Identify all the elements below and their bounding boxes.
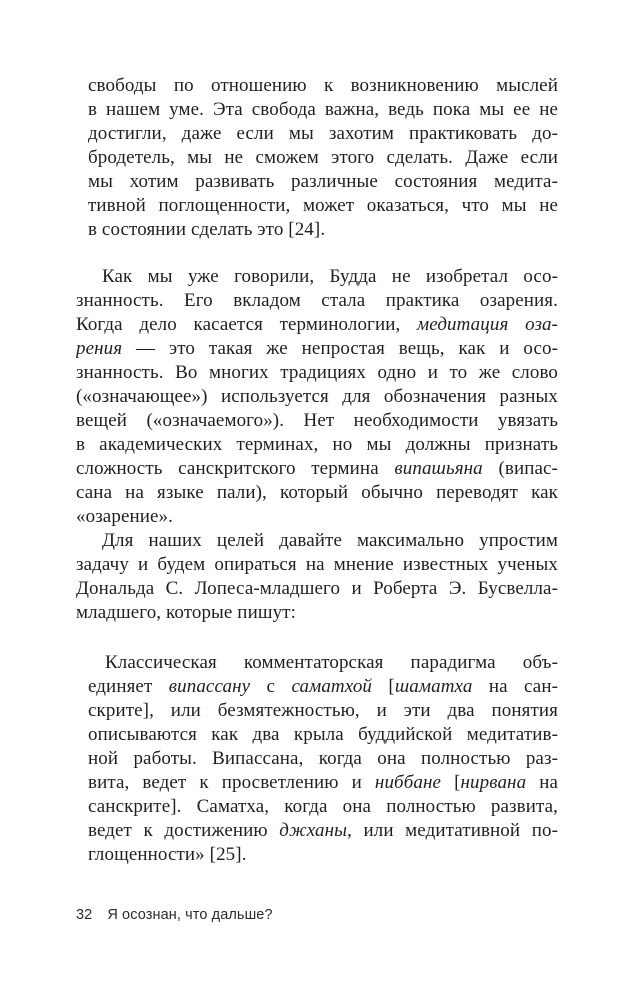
text-segment: (випас- xyxy=(482,458,558,479)
text-segment: санскрите]. Саматха, когда она полностью развита, xyxy=(88,796,558,817)
page-footer xyxy=(76,907,273,923)
text-segment: «озарение». xyxy=(76,506,173,527)
text-segment: с xyxy=(250,676,292,697)
paragraph-mindfulness-origin xyxy=(76,265,558,529)
text-line xyxy=(88,723,558,747)
text-line xyxy=(88,747,558,771)
italic-term: рения xyxy=(76,338,123,359)
text-segment: тивной поглощенности, может оказаться, что мы не xyxy=(88,195,558,216)
text-segment: [ xyxy=(441,772,461,793)
text-segment: в нашем уме. Эта свобода важна, ведь пока мы ее не xyxy=(88,99,558,120)
text-segment: знанность. Во многих традициях одно и то же слово xyxy=(76,362,558,383)
text-line xyxy=(88,194,558,218)
text-line xyxy=(76,433,558,457)
text-segment: в состоянии сделать это [24]. xyxy=(88,219,326,240)
italic-term: саматхой xyxy=(291,676,373,697)
text-line xyxy=(76,265,558,289)
text-line xyxy=(76,313,558,337)
text-segment: вещей («означаемого»). Нет необходимости увязать xyxy=(76,410,558,431)
blockquote-lopez-buswell xyxy=(76,651,558,867)
text-segment: ведет к достижению xyxy=(88,820,280,841)
text-segment: [ xyxy=(372,676,395,697)
text-segment: Дональда С. Лопеса-младшего и Роберта Э. Бусвелла- xyxy=(76,578,558,599)
text-line xyxy=(76,577,558,601)
text-segment: достигли, даже если мы захотим практиковать до- xyxy=(88,123,558,144)
text-segment: Как мы уже говорили, Будда не изобретал осо- xyxy=(102,266,558,287)
text-segment: мы хотим развивать различные состояния медита- xyxy=(88,171,558,192)
text-segment: , или медитативной по- xyxy=(347,820,558,841)
text-segment: скрите], или безмятежностью, и эти два понятия xyxy=(88,700,558,721)
text-line xyxy=(76,505,558,529)
text-line xyxy=(76,553,558,577)
text-segment: Когда дело касается терминологии, xyxy=(76,314,418,335)
text-line xyxy=(88,843,558,867)
text-line xyxy=(88,699,558,723)
text-line xyxy=(88,74,558,98)
text-line xyxy=(88,218,558,242)
italic-term: нирвана xyxy=(460,772,527,793)
text-line xyxy=(88,795,558,819)
text-line xyxy=(76,409,558,433)
text-segment: на xyxy=(526,772,558,793)
quote-continuation-block xyxy=(76,74,558,242)
text-line xyxy=(88,651,558,675)
text-line xyxy=(76,337,558,361)
text-segment: вита, ведет к просветлению и xyxy=(88,772,375,793)
text-line xyxy=(76,289,558,313)
text-segment: ной работы. Випассана, когда она полностью раз- xyxy=(88,748,558,769)
text-line xyxy=(76,481,558,505)
text-segment: описываются как два крыла буддийской медитатив- xyxy=(88,724,558,745)
text-segment: бродетель, мы не сможем этого сделать. Даже если xyxy=(88,147,558,168)
text-segment: сложность санскритского термина xyxy=(76,458,395,479)
text-segment: единяет xyxy=(88,676,169,697)
text-segment: задачу и будем опираться на мнение известных ученых xyxy=(76,554,558,575)
italic-term: медитация оза- xyxy=(417,314,558,335)
text-segment: свободы по отношению к возникновению мыслей xyxy=(88,75,558,96)
italic-term: ниббане xyxy=(374,772,442,793)
italic-term: джханы xyxy=(279,820,348,841)
text-line xyxy=(88,675,558,699)
text-line xyxy=(88,122,558,146)
text-segment: Классическая комментаторская парадигма объ- xyxy=(105,652,558,673)
text-line xyxy=(76,361,558,385)
italic-term: шаматха xyxy=(394,676,473,697)
text-segment: знанность. Его вкладом стала практика озарения. xyxy=(76,290,558,311)
text-line xyxy=(88,819,558,843)
text-line xyxy=(88,771,558,795)
text-line xyxy=(76,385,558,409)
text-line xyxy=(76,601,558,625)
text-segment: Для наших целей давайте максимально упростим xyxy=(102,530,558,551)
text-line xyxy=(88,170,558,194)
page-number: 32 xyxy=(76,907,93,923)
page-body xyxy=(76,74,558,867)
italic-term: випашьяна xyxy=(394,458,483,479)
text-line xyxy=(88,98,558,122)
text-segment: на сан- xyxy=(472,676,558,697)
text-segment: («означающее») используется для обозначения разных xyxy=(76,386,558,407)
text-line xyxy=(88,146,558,170)
text-segment: — это такая же непростая вещь, как и осо- xyxy=(122,338,558,359)
text-segment: в академических терминах, но мы должны признать xyxy=(76,434,558,455)
italic-term: випассану xyxy=(168,676,251,697)
running-title: Я осознан, что дальше? xyxy=(107,907,273,923)
text-segment: сана на языке пали), который обычно переводят как xyxy=(76,482,558,503)
text-segment: глощенности» [25]. xyxy=(88,844,247,865)
text-line xyxy=(76,457,558,481)
text-segment: младшего, которые пишут: xyxy=(76,602,296,623)
text-line xyxy=(76,529,558,553)
paragraph-scholars-intro xyxy=(76,529,558,625)
